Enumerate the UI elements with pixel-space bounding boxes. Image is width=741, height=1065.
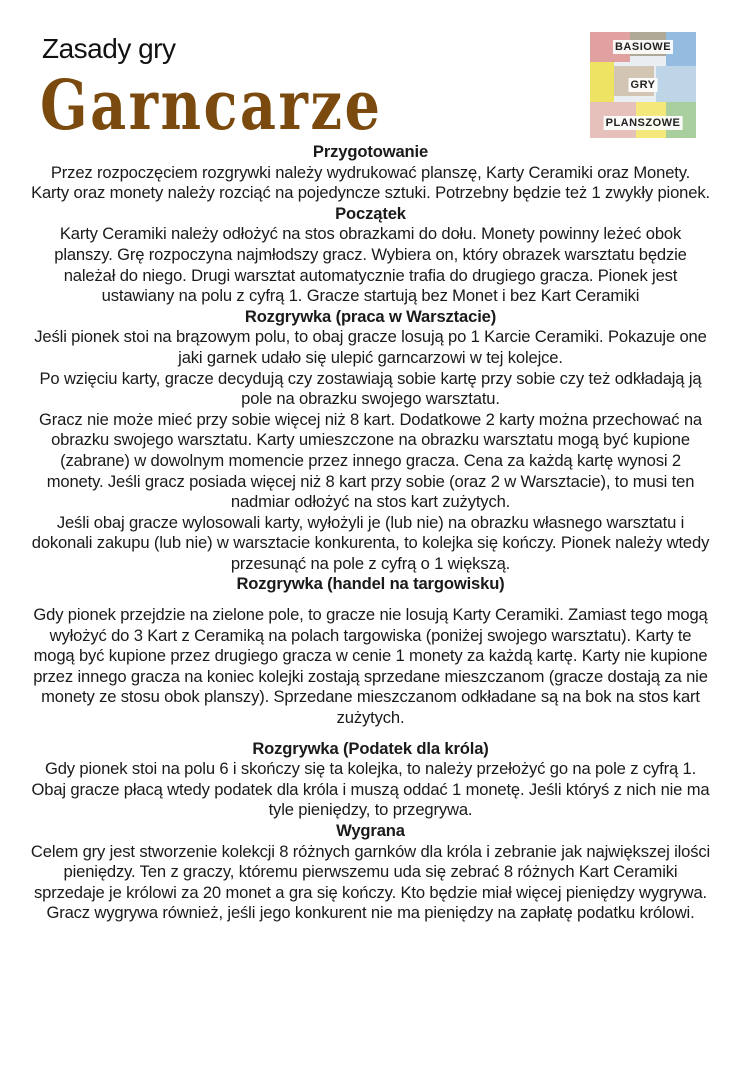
section-paragraph: Po wzięciu karty, gracze decydują czy zostawiają sobie kartę przy sobie czy też odkładają ją pole na obrazku swojego warsztatu. [39, 368, 702, 409]
section-heading-wygrana: Wygrana [336, 821, 405, 840]
section-paragraph: Karty Ceramiki należy odłożyć na stos obrazkami do dołu. Monety powinny leżeć obok planszy. Grę rozpoczyna najmłodszy gracz. Wybiera on, który obrazek warsztatu będzie należał do niego. Drugi warsztat automatycznie trafia do drugiego gracza. Pionek jest ustawiany na polu z cyfrą 1. Gracze startują bez Monet i bez Kart Ceramiki [54, 224, 687, 306]
section-paragraph: Gdy pionek przejdzie na zielone pole, to gracze nie losują Karty Ceramiki. Zamiast tego mogą wyłożyć do 3 Kart z Ceramiką na polach targowiska (poniżej swojego warsztatu). Karty te mogą być kupione przez drugiego gracza w cenie 1 monety za każdą kartę. Karty nie kupione przez innego gracza na koniec kolejki zostają sprzedane mieszczanom (gracze dostają za nie monety ze stosu obok planszy). Sprzedane mieszczanom odkładane są na bok na stos kart zużytych. [33, 605, 708, 728]
section-heading-poczatek: Początek [335, 203, 406, 223]
section-heading-przygotowanie: Przygotowanie [312, 142, 429, 161]
section-paragraph: Jeśli obaj gracze wylosowali karty, wyłożyli je (lub nie) na obrazku własnego warsztatu i dokonali zakupu (lub nie) w warsztacie konkurenta, to kolejka się kończy. Pionek należy wtedy przesunąć na pole z cyfrą o 1 większą. [31, 512, 710, 573]
section-heading-praca-w-warsztacie: Rozgrywka (praca w Warsztacie) [244, 306, 497, 326]
section-heading-podatek-dla-krola: Rozgrywka (Podatek dla króla) [252, 738, 489, 758]
section-paragraph: Przez rozpoczęciem rozgrywki należy wydrukować planszę, Karty Ceramiki oraz Monety. Karty oraz monety należy rozciąć na pojedyncze sztuki. Potrzebny będzie też 1 zwykły pionek. [31, 162, 710, 203]
logo-line-2: GRY [630, 79, 656, 91]
rules-content [30, 142, 711, 924]
section-paragraph: Gracz nie może mieć przy sobie więcej niż 8 kart. Dodatkowe 2 karty można przechować na obrazku swojego warsztatu. Karty umieszczone na obrazku warsztatu mogą być kupione (zabrane) w dowolnym momencie przez innego gracza. Cena za każdą kartę wynosi 2 monety. Jeśli gracz posiada więcej niż 8 kart przy sobie (oraz 2 w Warsztacie), to musi ten nadmiar odłożyć na stos kart zużytych. [39, 409, 702, 512]
section-paragraph: Gdy pionek stoi na polu 6 i skończy się ta kolejka, to należy przełożyć go na pole z cyfrą 1. Obaj gracze płacą wtedy podatek dla króla i muszą oddać 1 monetę. Jeśli któryś z nich nie ma tyle pieniędzy, to przegrywa. [31, 759, 710, 820]
logo-line-1: BASIOWE [614, 41, 672, 53]
section-heading-handel-na-targowisku: Rozgrywka (handel na targowisku) [236, 574, 505, 594]
game-title: Garncarze [40, 66, 383, 146]
section-paragraph: Jeśli pionek stoi na brązowym polu, to obaj gracze losują po 1 Karcie Ceramiki. Pokazuje one jaki garnek udało się ulepić garncarzowi w tej kolejce. [34, 327, 707, 367]
section-paragraph: Celem gry jest stworzenie kolekcji 8 różnych garnków dla króla i zebranie jak największej ilości pieniędzy. Ten z graczy, któremu pierwszemu uda się zebrać 8 różnych Kart Ceramiki sprzedaje je królowi za 20 monet a gra się kończy. Kto będzie miał więcej pieniędzy wygrywa. [30, 841, 711, 902]
basiowe-gry-planszowe-logo [590, 32, 696, 138]
page-subtitle: Zasady gry [42, 33, 176, 64]
logo-line-3: PLANSZOWE [605, 117, 681, 129]
section-paragraph: Gracz wygrywa również, jeśli jego konkurent nie ma pieniędzy na zapłatę podatku królowi. [46, 903, 695, 923]
